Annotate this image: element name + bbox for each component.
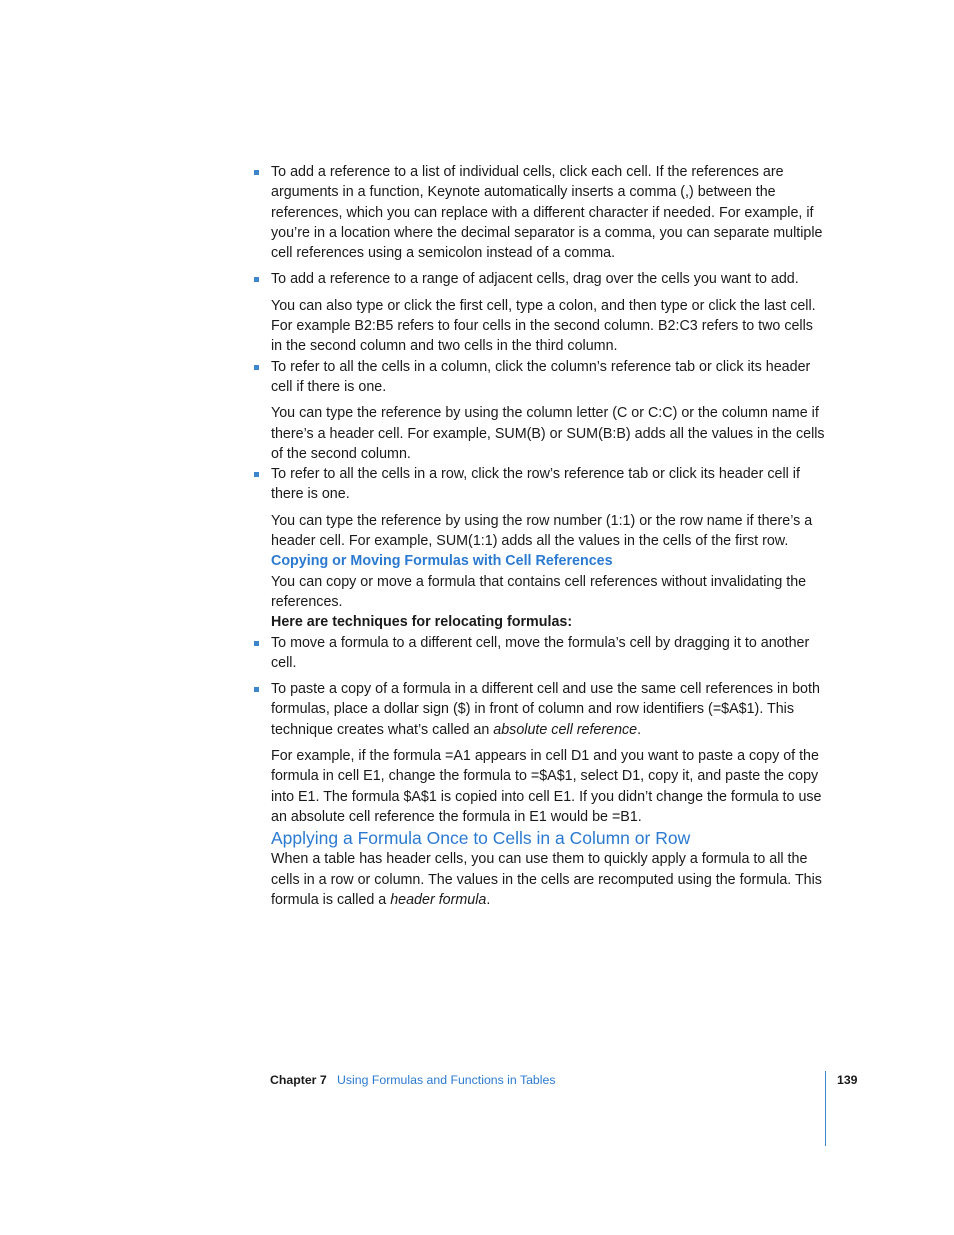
list-item xyxy=(271,357,826,398)
bullet-square-icon xyxy=(254,365,259,370)
list-item xyxy=(271,162,826,263)
list-item-text: To add a reference to a list of individual cells, click each cell. If the references are arguments in a function, Keynote automatically inserts a comma (,) between the references, which you can replace with a different character if needed. For example, if you’re in a location where the decimal separator is a comma, you can separate multiple cell references using a semicolon instead of a comma. xyxy=(271,164,823,262)
footer-chapter-label: Chapter 7 xyxy=(270,1073,327,1087)
list-item-text: To move a formula to a different cell, move the formula’s cell by dragging it to another cell. xyxy=(271,634,810,671)
list-item-text: To refer to all the cells in a row, click the row’s reference tab or click its header cell if there is one. xyxy=(271,466,800,503)
list-item-text xyxy=(271,679,826,740)
page-number: 139 xyxy=(837,1073,858,1087)
list-item xyxy=(271,269,826,289)
list-item xyxy=(271,464,826,505)
bullet-square-icon xyxy=(254,641,259,646)
term-header-formula: header formula xyxy=(390,891,487,908)
list-item-detail: For example, if the formula =A1 appears in cell D1 and you want to paste a copy of the formula in cell E1, change the formula to =$A$1, select D1, copy it, and paste the copy into E1. The formula $A$1 is copied into cell E1. If you didn’t change the formula to use an absolute cell reference the formula in E1 would be =B1. xyxy=(271,748,822,825)
list-item xyxy=(271,633,826,674)
footer-divider xyxy=(825,1071,826,1146)
section-heading: Applying a Formula Once to Cells in a Column or Row xyxy=(271,828,691,849)
list-item-text: To refer to all the cells in a column, click the column’s reference tab or click its header cell if there is one. xyxy=(271,358,811,395)
list-item-text: To add a reference to a range of adjacent cells, drag over the cells you want to add. xyxy=(271,271,799,288)
section-body-end: . xyxy=(486,891,491,908)
subsection-heading: Copying or Moving Formulas with Cell References xyxy=(271,553,613,570)
bullet-square-icon xyxy=(254,472,259,477)
list-item-detail: You can type the reference by using the row number (1:1) or the row name if there’s a header cell. For example, SUM(1:1) adds all the values in the cells of the first row. xyxy=(271,512,813,550)
footer-chapter-title: Using Formulas and Functions in Tables xyxy=(337,1073,556,1087)
term-absolute-cell-reference: absolute cell reference xyxy=(493,721,638,738)
list-item-text-start: To paste a copy of a formula in a different cell and use the same cell references in both formulas, place a dollar sign ($) in front of column and row identifiers (=$A$1). This technique creates what’s called an xyxy=(271,681,820,738)
subsection-intro: You can copy or move a formula that contains cell references without invalidating the references. xyxy=(271,573,807,610)
bullet-square-icon xyxy=(254,170,259,175)
list-item xyxy=(271,679,826,740)
page-body xyxy=(271,162,826,910)
list-lead-in: Here are techniques for relocating formulas: xyxy=(271,614,573,631)
bullet-square-icon xyxy=(254,277,259,282)
list-item-detail: You can also type or click the first cell, type a colon, and then type or click the last cell. For example B2:B5 refers to four cells in the second column. B2:C3 refers to two cells in the second column and two cells in the third column. xyxy=(271,297,816,355)
section-body-start: When a table has header cells, you can use them to quickly apply a formula to all the cells in a row or column. The values in the cells are recomputed using the formula. This formula is called a xyxy=(271,851,822,908)
page-footer xyxy=(270,1071,860,1091)
list-item-detail: You can type the reference by using the column letter (C or C:C) or the column name if there’s a header cell. For example, SUM(B) or SUM(B:B) adds all the values in the cells of the second column. xyxy=(271,405,825,462)
bullet-square-icon xyxy=(254,687,259,692)
section-body xyxy=(271,849,826,910)
list-item-text-end: . xyxy=(637,721,642,738)
